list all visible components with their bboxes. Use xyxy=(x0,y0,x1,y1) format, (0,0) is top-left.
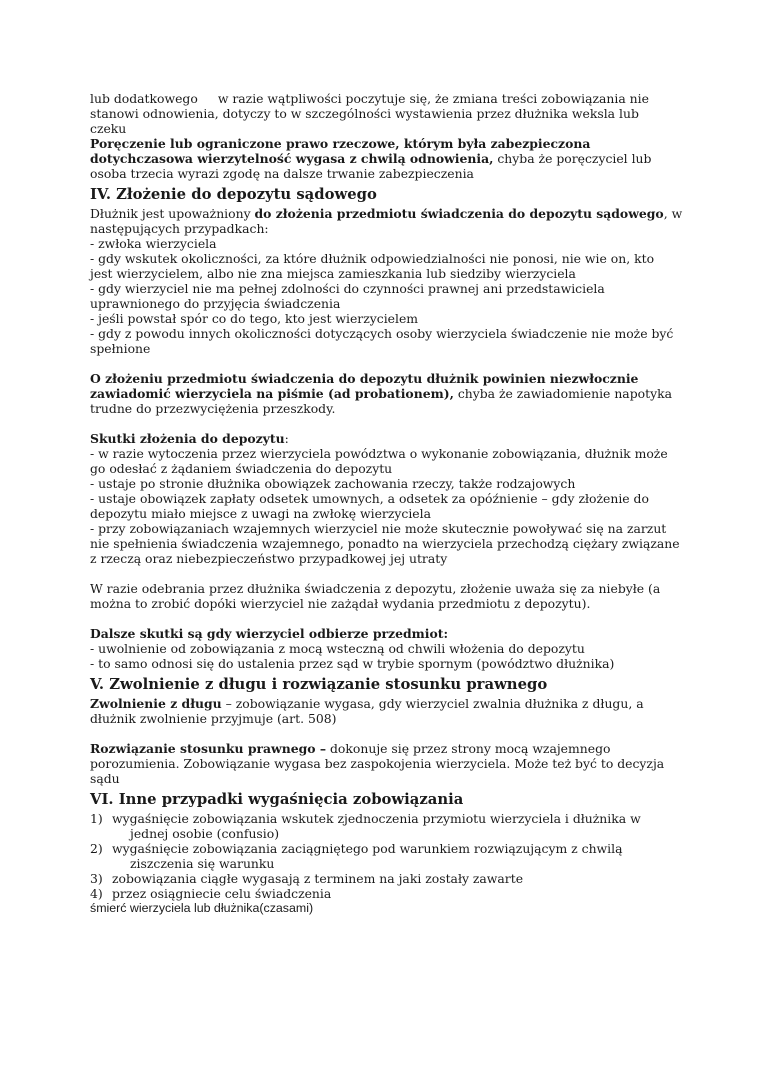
deposit-text: Dłużnik jest upoważniony xyxy=(90,206,255,221)
intro-text: lub dodatkowego xyxy=(90,91,198,106)
effects-line: - ustaje obowiązek zapłaty odsetek umownych, a odsetek za opóźnienie – gdy złożenie do xyxy=(90,491,649,506)
deposit-case-line: - gdy wskutek okoliczności, za które dłużnik odpowiedzialności nie ponosi, nie wie on, kto xyxy=(90,251,655,266)
section-5-heading: V. Zwolnienie z długu i rozwiązanie stosunku prawnego xyxy=(90,676,548,693)
list-item xyxy=(90,871,680,886)
notice-line-3: trudne do przezwyciężenia przeszkody. xyxy=(90,401,336,416)
withdraw-line-2: można to zrobić dopóki wierzyciel nie zażądał wydania przedmiotu z depozytu). xyxy=(90,596,591,611)
effects-title xyxy=(90,431,680,446)
list-item xyxy=(90,811,680,841)
effects-line: - ustaje po stronie dłużnika obowiązek zachowania rzeczy, także rodzajowych xyxy=(90,476,576,491)
release-text: – zobowiązanie wygasa, gdy wierzyciel zwalnia dłużnika z długu, a xyxy=(221,696,644,711)
further-line: - to samo odnosi się do ustalenia przez sąd w trybie spornym (powództwo dłużnika) xyxy=(90,656,615,671)
release-line-2: dłużnik zwolnienie przyjmuje (art. 508) xyxy=(90,711,337,726)
list-item-text: przez osiągniecie celu świadczenia xyxy=(112,886,332,901)
release-bold-text: Zwolnienie z długu xyxy=(90,696,222,711)
effects-line: nie spełnienia świadczenia wzajemnego, ponadto na wierzyciela przechodzą ciężary związane xyxy=(90,536,680,551)
dissolve-line-3: sądu xyxy=(90,771,120,786)
surety-bold-text: dotychczasowa wierzytelność wygasa z chwilą odnowienia, xyxy=(90,151,494,166)
deposit-text: , w xyxy=(663,206,683,221)
effects-line: - przy zobowiązaniach wzajemnych wierzyciel nie może skutecznie powoływać się na zarzut xyxy=(90,521,667,536)
deposit-case-line: jest wierzycielem, albo nie zna miejsca zamieszkania lub siedziby wierzyciela xyxy=(90,266,576,281)
deposit-case-line: - gdy wierzyciel nie ma pełnej zdolności do czynności prawnej ani przedstawiciela xyxy=(90,281,605,296)
further-title-text: Dalsze skutki są gdy wierzyciel odbierze przedmiot: xyxy=(90,626,449,641)
list-number: 4) xyxy=(90,886,103,901)
intro-line-2: stanowi odnowienia, dotyczy to w szczególności wystawienia przez dłużnika weksla lub xyxy=(90,106,639,121)
list-item-text: ziszczenia się warunku xyxy=(130,856,275,871)
dissolve-bold-text: Rozwiązanie stosunku prawnego – xyxy=(90,741,327,756)
dissolve-line-1 xyxy=(90,741,680,756)
effects-line: z rzeczą oraz niebezpieczeństwo przypadkowej jej utraty xyxy=(90,551,448,566)
deposit-intro-line-1 xyxy=(90,206,683,221)
section-6-heading: VI. Inne przypadki wygaśnięcia zobowiązania xyxy=(90,791,464,808)
effects-colon: : xyxy=(284,431,289,446)
list-item-text: wygaśnięcie zobowiązania wskutek zjednoczenia przymiotu wierzyciela i dłużnika w xyxy=(112,811,641,826)
notice-bold-text: O złożeniu przedmiotu świadczenia do depozytu dłużnik powinien niezwłocznie xyxy=(90,371,639,386)
list-item-text: zobowiązania ciągłe wygasają z terminem na jaki zostały zawarte xyxy=(112,871,524,886)
deposit-case-line: spełnione xyxy=(90,341,151,356)
effects-title-text: Skutki złożenia do depozytu xyxy=(90,431,285,446)
other-cases-list xyxy=(90,811,680,901)
notice-text: chyba że zawiadomienie napotyka xyxy=(453,386,672,401)
document-page xyxy=(90,91,683,916)
list-number: 1) xyxy=(90,811,103,826)
list-item xyxy=(90,886,680,901)
deposit-case-line: uprawnionego do przyjęcia świadczenia xyxy=(90,296,341,311)
deposit-case-line: - zwłoka wierzyciela xyxy=(90,236,217,251)
release-line-1 xyxy=(90,696,680,711)
further-line: - uwolnienie od zobowiązania z mocą wsteczną od chwili włożenia do depozytu xyxy=(90,641,585,656)
surety-line-2 xyxy=(90,151,680,166)
deposit-intro-line-2: następujących przypadkach: xyxy=(90,221,269,236)
list-number: 3) xyxy=(90,871,103,886)
list-item xyxy=(90,841,680,871)
surety-line-1 xyxy=(90,136,680,151)
section-4-heading: IV. Złożenie do depozytu sądowego xyxy=(90,186,377,203)
effects-line: depozytu miało miejsce z uwagi na zwłokę wierzyciela xyxy=(90,506,431,521)
last-line: śmierć wierzyciela lub dłużnika(czasami) xyxy=(90,901,314,915)
intro-text: w razie wątpliwości poczytuje się, że zmiana treści zobowiązania nie xyxy=(217,91,649,106)
surety-bold-text: Poręczenie lub ograniczone prawo rzeczowe, którym była zabezpieczona xyxy=(90,136,591,151)
list-item-text: wygaśnięcie zobowiązania zaciągniętego pod warunkiem rozwiązującym z chwilą xyxy=(112,841,623,856)
deposit-case-line: - gdy z powodu innych okoliczności dotyczących osoby wierzyciela świadczenie nie może być xyxy=(90,326,674,341)
withdraw-line-1: W razie odebrania przez dłużnika świadczenia z depozytu, złożenie uważa się za niebyłe (a xyxy=(90,581,661,596)
notice-line-1 xyxy=(90,371,680,386)
list-number: 2) xyxy=(90,841,103,856)
deposit-case-line: - jeśli powstał spór co do tego, kto jest wierzycielem xyxy=(90,311,419,326)
surety-line-3: osoba trzecia wyrazi zgodę na dalsze trwanie zabezpieczenia xyxy=(90,166,474,181)
list-item-text: jednej osobie (confusio) xyxy=(130,826,280,841)
deposit-bold-text: do złożenia przedmiotu świadczenia do depozytu sądowego xyxy=(254,206,664,221)
further-title xyxy=(90,626,680,641)
effects-line: - w razie wytoczenia przez wierzyciela powództwa o wykonanie zobowiązania, dłużnik może xyxy=(90,446,668,461)
dissolve-text: dokonuje się przez strony mocą wzajemnego xyxy=(326,741,611,756)
notice-bold-text: zawiadomić wierzyciela na piśmie (ad probationem), xyxy=(90,386,454,401)
effects-line: go odesłać z żądaniem świadczenia do depozytu xyxy=(90,461,393,476)
intro-line-1 xyxy=(90,91,680,106)
intro-line-3: czeku xyxy=(90,121,127,136)
surety-text: chyba że poręczyciel lub xyxy=(493,151,652,166)
dissolve-line-2: porozumienia. Zobowiązanie wygasa bez zaspokojenia wierzyciela. Może też być to decyzja xyxy=(90,756,665,771)
notice-line-2 xyxy=(90,386,680,401)
